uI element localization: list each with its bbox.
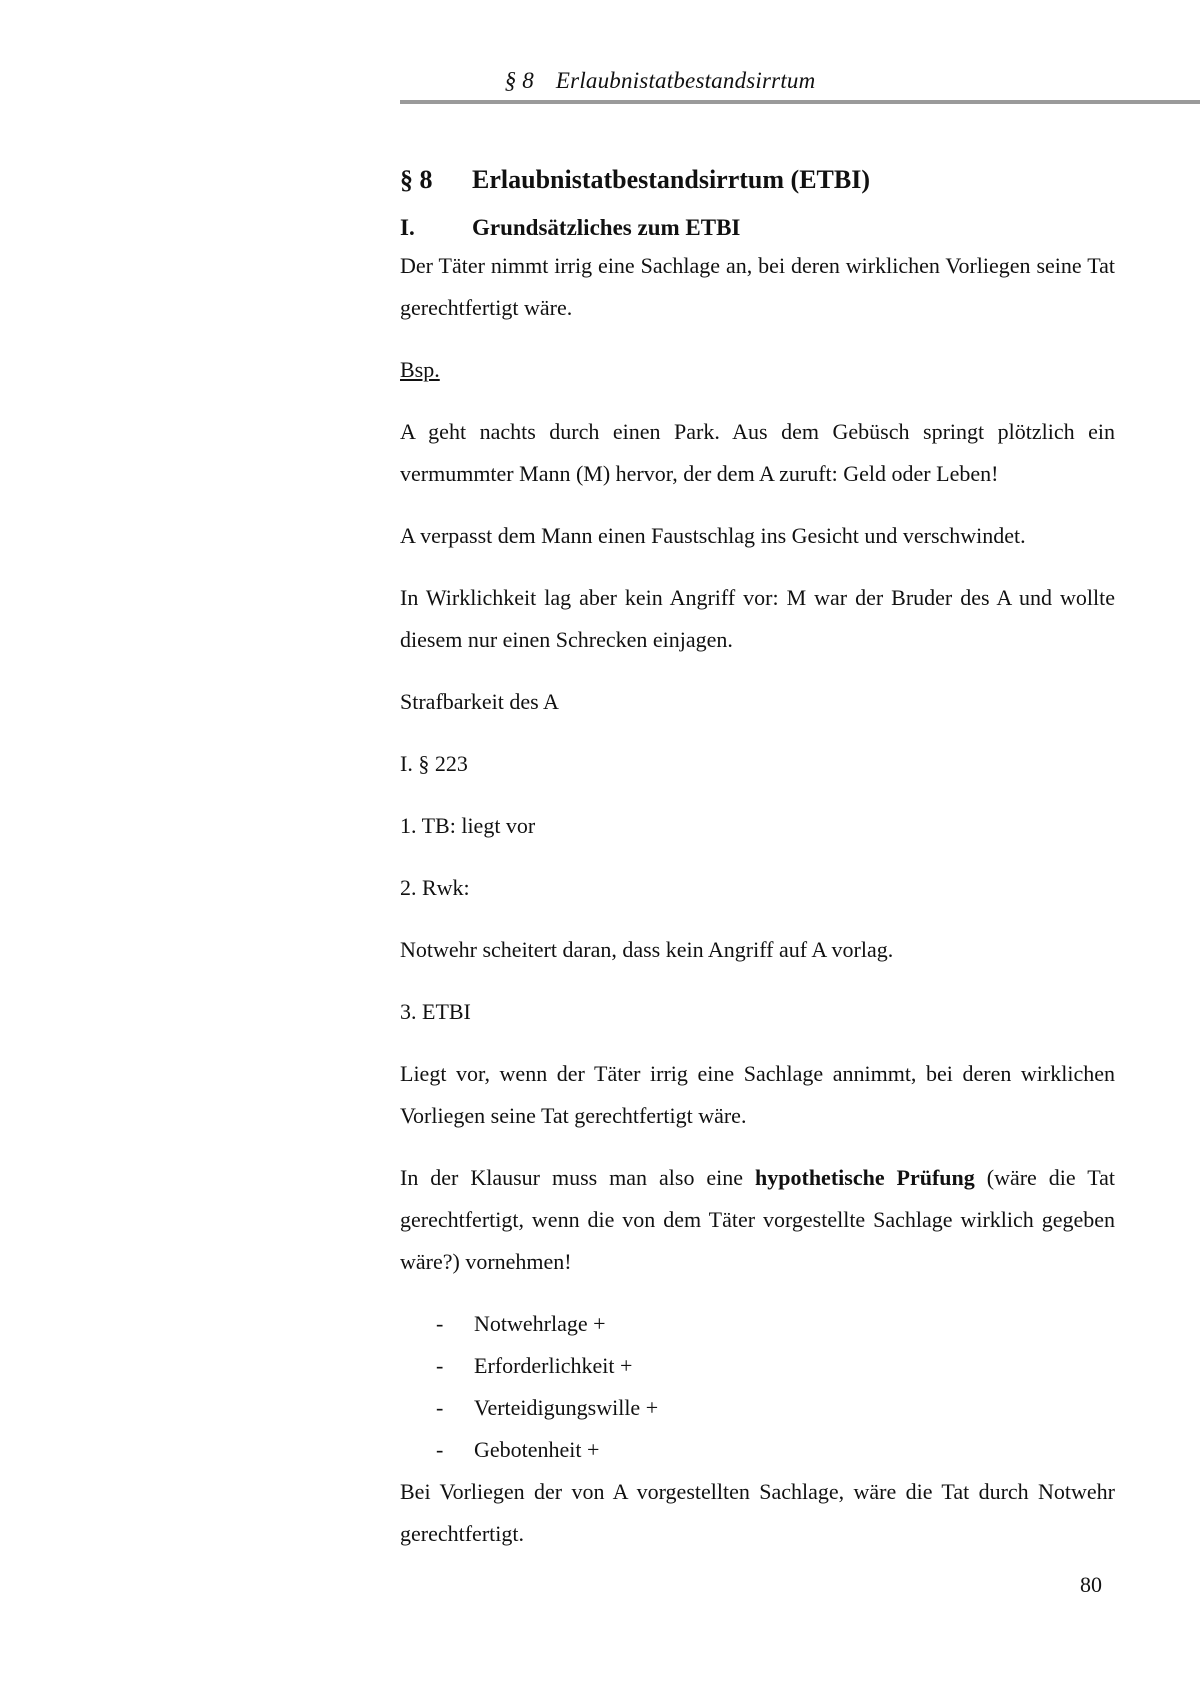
page-number: 80 [1080,1572,1102,1597]
list-item-text: Verteidigungswille + [474,1395,659,1420]
chapter-number: § 8 [400,165,433,194]
etbi-line: 3. ETBI [400,999,471,1024]
chapter-title: Erlaubnistatbestandsirrtum (ETBI) [472,165,870,194]
list-item [400,1387,1115,1429]
checklist [400,1303,1115,1471]
chapter-heading [400,165,1115,195]
header-rule [400,100,1200,104]
klausur-paragraph [400,1157,1115,1283]
klausur-text-before: In der Klausur muss man also eine [400,1165,756,1190]
section-number: I. [400,215,415,240]
running-header-section: § 8 [504,68,534,93]
running-header-title: Erlaubnistatbestandsirrtum [555,68,816,93]
tb-line: 1. TB: liegt vor [400,813,536,838]
klausur-text-after: (wäre die Tat gerechtfertigt, wenn die von dem Täter vorgestellte Sachlage wirklich gegeben wäre?) vornehmen! [400,1165,1116,1274]
klausur-text-bold: hypothetische Prüfung [755,1165,975,1190]
section-heading [400,215,1115,241]
running-header [400,68,1200,104]
list-item-text: Erforderlichkeit + [474,1353,633,1378]
strafbarkeit-line: Strafbarkeit des A [400,689,559,714]
list-dash: - [436,1311,444,1336]
liegt-vor-paragraph: Liegt vor, wenn der Täter irrig eine Sachlage annimmt, bei deren wirklichen Vorliegen seine Tat gerechtfertigt wäre. [400,1061,1115,1128]
example-paragraph-3: In Wirklichkeit lag aber kein Angriff vor: M war der Bruder des A und wollte diesem nur einen Schrecken einjagen. [400,585,1115,652]
conclusion-paragraph: Bei Vorliegen der von A vorgestellten Sachlage, wäre die Tat durch Notwehr gerechtfertigt. [400,1479,1115,1546]
running-header-text [400,68,920,94]
list-dash: - [436,1395,444,1420]
list-item [400,1429,1115,1471]
list-dash: - [436,1437,444,1462]
paragraph-223-line: I. § 223 [400,751,468,776]
page-content [400,165,1115,1575]
list-item [400,1303,1115,1345]
definition-paragraph: Der Täter nimmt irrig eine Sachlage an, bei deren wirklichen Vorliegen seine Tat gerechtfertigt wäre. [400,253,1115,320]
notwehr-paragraph: Notwehr scheitert daran, dass kein Angriff auf A vorlag. [400,937,894,962]
example-paragraph-2: A verpasst dem Mann einen Faustschlag ins Gesicht und verschwindet. [400,523,1026,548]
list-item-text: Notwehrlage + [474,1311,606,1336]
list-item [400,1345,1115,1387]
example-label: Bsp. [400,357,440,382]
list-item-text: Gebotenheit + [474,1437,600,1462]
example-paragraph-1: A geht nachts durch einen Park. Aus dem Gebüsch springt plötzlich ein vermummter Mann (M) hervor, der dem A zuruft: Geld oder Leben! [400,419,1115,486]
rwk-line: 2. Rwk: [400,875,470,900]
list-dash: - [436,1353,444,1378]
section-title: Grundsätzliches zum ETBI [472,215,741,240]
